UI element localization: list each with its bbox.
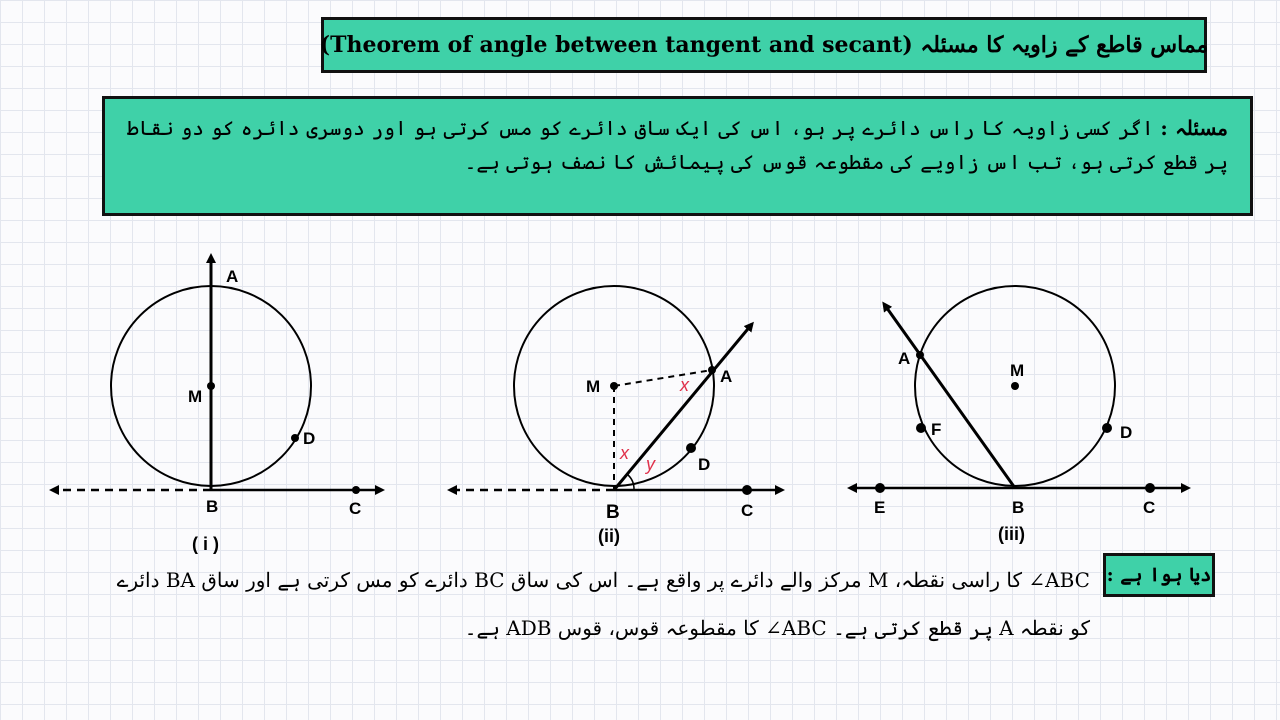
figure-ii [430, 240, 800, 546]
point-D [291, 434, 299, 442]
caption-ii: (ii) [598, 526, 620, 546]
point-D [1102, 423, 1112, 433]
radius-MA [614, 370, 712, 386]
given-line-2: کو نقطہ A پر قطع کرتی ہے۔ ABC∠ کا مقطوعہ قوس، قوس ADB ہے۔ [464, 616, 1090, 640]
theorem-statement [127, 111, 1228, 179]
angle-label-y: y [646, 454, 655, 474]
caption-i: ( i ) [192, 534, 219, 554]
figure-iii [830, 240, 1200, 544]
label-D: D [698, 455, 711, 474]
point-D [686, 443, 696, 453]
point-F [916, 423, 926, 433]
point-M [610, 382, 618, 390]
label-B: B [206, 497, 219, 516]
angle-label-x-top: x [680, 375, 689, 395]
point-A [708, 366, 716, 374]
caption-iii: (iii) [998, 524, 1025, 544]
label-C: C [741, 501, 754, 520]
secant-BA [614, 324, 752, 490]
figure-i [30, 240, 400, 554]
label-M: M [188, 387, 203, 406]
point-A [916, 351, 924, 359]
angle-arc-y [627, 474, 634, 490]
point-C [742, 485, 752, 495]
point-M [1011, 382, 1019, 390]
point-E [875, 483, 885, 493]
point-M [207, 382, 215, 390]
label-A: A [898, 349, 911, 368]
point-C [352, 486, 360, 494]
title-banner [321, 17, 1207, 73]
given-line-1: ABC∠ کا راسی نقطہ، M مرکز والے دائرے پر واقع ہے۔ اس کی ساق BC دائرے کو مس کرتی ہے اور ساق BA دائرے [116, 568, 1090, 592]
point-C [1145, 483, 1155, 493]
given-statement [40, 556, 1090, 652]
label-D: D [303, 429, 316, 448]
label-F: F [931, 420, 942, 439]
label-M: M [586, 377, 601, 396]
label-D: D [1120, 423, 1133, 442]
angle-label-x-bottom: x [620, 443, 629, 463]
label-B: B [606, 502, 620, 523]
label-M: M [1010, 361, 1025, 380]
label-C: C [1143, 498, 1156, 517]
label-A: A [226, 267, 239, 286]
label-C: C [349, 499, 362, 518]
label-E: E [874, 498, 886, 517]
label-B: B [1012, 498, 1025, 517]
page-title: مماس قاطع کے زاویہ کا مسئلہ (Theorem of angle between tangent and secant) [319, 32, 1209, 58]
label-A: A [720, 367, 733, 386]
theorem-box [102, 96, 1253, 216]
theorem-label: مسئلہ : [1160, 116, 1228, 140]
given-badge: دیا ہوا ہے : [1103, 553, 1215, 597]
theorem-text: اگر کسی زاویہ کا راس دائرے پر ہو، اس کی ایک ساق دائرے کو مس کرتی ہو اور دوسری دائرہ کو دو نقاط پر قطع کرتی ہو، تب اس زاویے کی مقطوعہ قوس کی پیمائش کا نصف ہوتی ہے۔ [127, 116, 1228, 174]
